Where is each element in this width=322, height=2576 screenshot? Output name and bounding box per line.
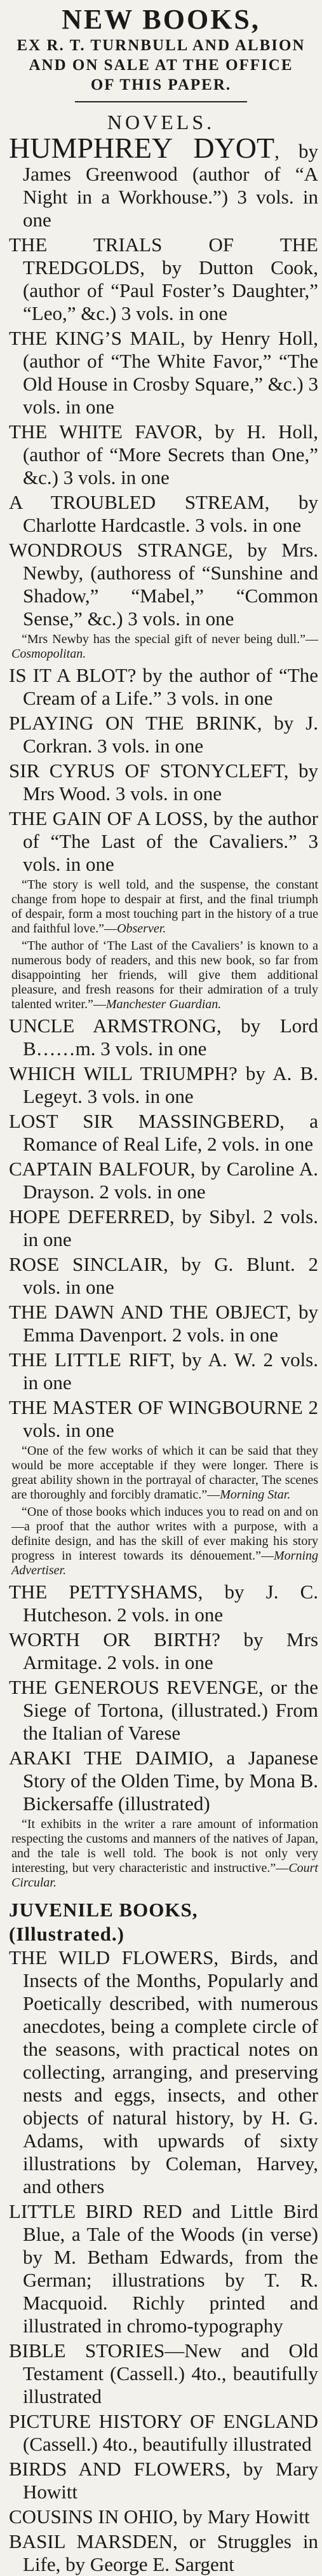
book-title: THE WHITE FAVOR	[9, 420, 198, 443]
review-text: “The author of ‘The Last of the Cavaliers’ is known to a numerous body of readers, and this new book, so far from disappointing her friends, will give them additional pleasure, and fresh reasons for their admiration of a truly talented writer.”—	[11, 939, 318, 1011]
book-details: , by Mary Howitt	[173, 2505, 310, 2528]
book-details: by Mrs Armitage. 2 vols. in one	[23, 1628, 319, 1673]
book-title: ARAKI THE DAIMIO	[9, 1747, 209, 1769]
review-source: Manchester Guardian.	[105, 997, 222, 1011]
book-title: COUSINS IN OHIO	[9, 2505, 173, 2528]
book-title: BIBLE STORIES	[9, 2339, 165, 2362]
review-source: Morning Star.	[220, 1488, 291, 1502]
book-title: THE PETTYSHAMS	[9, 1581, 198, 1603]
review-text: “The story is well told, and the suspense, the constant change from hope to despair at first, and the final triumph of despair, form a most touching part in the history of a true and faithful love.”—	[11, 878, 318, 936]
book-entry	[9, 1628, 318, 1674]
masthead-line-3: OF THIS PAPER.	[90, 76, 232, 93]
book-details: , by Charlotte Hardcastle. 3 vols. in one	[23, 491, 318, 536]
book-details: , Birds, and Insects of the Months, Popularly and Poetically described, with numerous anecdotes, being a complete circle of the seasons, with practical notes on collecting, arranging, and preserving nests and eggs, insects, and other objects of natural history, by H. G. Adams, with upwards of sixty illustrations by Coleman, Harvey, and others	[23, 1946, 318, 2198]
book-title: THE KING’S MAIL	[9, 327, 180, 349]
book-title: LOST SIR MASSINGBERD	[9, 1110, 280, 1132]
book-title: HOPE DEFERRED	[9, 1205, 170, 1228]
review-quote	[11, 1817, 318, 1890]
book-details: , by James Greenwood (author of “A Night in a Workhouse.”) 3 vols. in one	[23, 140, 318, 231]
review-quote	[11, 1444, 318, 1502]
book-entry	[9, 2339, 318, 2408]
book-details: , by H. Holl, (author of “More Secrets than One,” &c.) 3 vols. in one	[23, 420, 318, 488]
book-details: —New and Old Testament (Cassell.) 4to., beautifully illustrated	[23, 2339, 319, 2407]
novels-heading: NOVELS.	[107, 111, 215, 134]
book-title: BASIL MARSDEN	[9, 2530, 173, 2552]
book-title: PICTURE HISTORY OF ENGLAND	[9, 2410, 318, 2432]
book-entry	[9, 420, 318, 489]
book-entry	[9, 2458, 318, 2503]
book-details: , or the Siege of Tortona, (illustrated.) From the Italian of Varese	[23, 1676, 318, 1744]
book-details: by the author of “The Cream of a Life.” 3 vols. in one	[23, 664, 318, 709]
book-entry	[9, 712, 318, 758]
juvenile-list	[0, 1946, 322, 2576]
book-details: 2 vols. in one	[23, 1396, 318, 1441]
review-text: “One of those books which induces you to read on and on—a proof that the author writes with a purpose, with a definite design, and has the skill of ever making his story progress in interest towards its dénouement.”—	[11, 1505, 318, 1563]
book-entry	[9, 491, 318, 537]
book-details: , by Sibyl. 2 vols. in one	[23, 1205, 318, 1250]
book-entry	[9, 1158, 318, 1203]
book-entry	[9, 2530, 318, 2576]
book-details: , by Mrs. Newby, (authoress of “Sunshine and Shadow,” “Mabel,” “Common Sense,” &c.) 3 vols. in one	[23, 539, 318, 630]
masthead	[0, 0, 322, 95]
book-entry	[9, 1205, 318, 1251]
book-entry	[9, 2410, 318, 2456]
masthead-line-1: EX R. T. TURNBULL AND ALBION	[17, 37, 305, 54]
book-entry	[9, 1396, 318, 1442]
review-source: Observer.	[117, 922, 166, 936]
book-entry	[9, 759, 318, 805]
book-entry	[9, 1581, 318, 1626]
novels-list	[0, 132, 322, 1890]
book-details: , by J. C. Hutcheson. 2 vols. in one	[23, 1581, 318, 1626]
book-title: IS IT A BLOT?	[9, 664, 137, 686]
book-details: , by Mrs Wood. 3 vols. in one	[23, 759, 318, 805]
book-entry	[9, 1062, 318, 1108]
book-entry	[9, 327, 318, 419]
book-entry	[9, 2200, 318, 2337]
book-details: , a Japanese Story of the Olden Time, by Mona B. Bickersaffe (illustrated)	[23, 1747, 318, 1815]
book-title: WORTH OR BIRTH?	[9, 1628, 220, 1651]
book-details: , by Mary Howitt	[23, 2458, 318, 2503]
book-title: THE DAWN AND THE OBJECT	[9, 1301, 286, 1323]
book-details: , by A. W. 2 vols. in one	[23, 1348, 318, 1394]
book-entry	[9, 539, 318, 630]
book-details: , or Struggles in Life, by George E. Sargent	[23, 2530, 318, 2575]
book-title: THE GENEROUS REVENGE	[9, 1676, 258, 1698]
book-details: , by Emma Davenport. 2 vols. in one	[23, 1301, 319, 1346]
book-details: , by Dutton Cook, (author of “Paul Foster’s Daughter,” “Leo,” &c.) 3 vols. in one	[23, 256, 318, 324]
review-quote	[11, 632, 318, 661]
review-source: Court Circular.	[11, 1861, 318, 1890]
book-entry	[9, 1110, 318, 1156]
masthead-line-2: AND ON SALE AT THE OFFICE	[29, 57, 293, 74]
book-details: by A. B. Legeyt. 3 vols. in one	[23, 1062, 318, 1107]
book-title: WHICH WILL TRIUMPH?	[9, 1062, 238, 1084]
book-title: PLAYING ON THE BRINK	[9, 712, 257, 734]
book-entry	[9, 1301, 318, 1347]
book-title: THE MASTER OF WINGBOURNE	[9, 1396, 303, 1418]
divider	[75, 101, 247, 102]
book-details: , by J. Corkran. 3 vols. in one	[23, 712, 318, 757]
book-entry	[9, 1014, 318, 1060]
book-title: UNCLE ARMSTRONG	[9, 1014, 217, 1037]
book-title: ROSE SINCLAIR	[9, 1253, 163, 1275]
book-details: , a Romance of Real Life, 2 vols. in one	[23, 1110, 318, 1155]
book-entry	[9, 1348, 318, 1394]
book-title: HUMPHREY DYOT	[9, 132, 275, 164]
book-entry	[9, 1253, 318, 1299]
book-title: WONDROUS STRANGE	[9, 539, 228, 561]
book-title: THE TRIALS OF THE TREDGOLDS	[9, 233, 318, 279]
book-title: LITTLE BIRD RED	[9, 2200, 182, 2222]
book-title: SIR CYRUS OF STONYCLEFT	[9, 759, 284, 782]
book-title: THE GAIN OF A LOSS	[9, 807, 203, 829]
book-title: THE WILD FLOWERS	[9, 1946, 214, 1969]
review-quote	[11, 1505, 318, 1578]
book-entry	[9, 233, 318, 325]
review-text: “Mrs Newby has the special gift of never being dull.”—	[22, 632, 318, 646]
book-details: and Little Bird Blue, a Tale of the Woods (in verse) by M. Betham Edwards, from the German; illustrations by T. R. Macquoid. Richly printed and illustrated in chromo-typography	[23, 2200, 318, 2337]
book-details: , by the author of “The Last of the Cavaliers.” 3 vols. in one	[23, 807, 318, 875]
book-details: , by Henry Holl, (author of “The White Favor,” “The Old House in Crosby Square,” &c.) 3 vols. in one	[23, 327, 318, 418]
review-text: “It exhibits in the writer a rare amount of information respecting the customs and manners of the natives of Japan, and the tale is well told. The book is not only very interesting, but very characteristic and instructive.”—	[11, 1817, 318, 1875]
book-title: A TROUBLED STREAM	[9, 491, 265, 513]
book-details: , by G. Blunt. 2 vols. in one	[23, 1253, 318, 1298]
book-entry	[9, 1676, 318, 1745]
book-details: , by Caroline A. Drayson. 2 vols. in one	[23, 1158, 318, 1203]
book-entry	[9, 1946, 318, 2198]
juvenile-heading: JUVENILE BOOKS, (Illustrated.)	[9, 1899, 198, 1945]
review-source: Morning Advertiser.	[11, 1549, 318, 1577]
review-text: “One of the few works of which it can be said that they would be more acceptable if they were longer. There is great ability shown in the portrayal of character, The scenes are thoroughly and forcibly dramatic.”—	[11, 1444, 318, 1502]
book-entry	[9, 1747, 318, 1815]
book-entry	[9, 132, 318, 232]
book-entry	[9, 664, 318, 710]
book-details: (Cassell.) 4to., beautifully illustrated	[23, 2433, 312, 2455]
book-details: , by Lord B……m. 3 vols. in one	[23, 1014, 318, 1060]
book-title: CAPTAIN BALFOUR	[9, 1158, 191, 1180]
book-title: BIRDS AND FLOWERS	[9, 2458, 226, 2480]
book-entry	[9, 2505, 318, 2528]
review-source: Cosmopolitan.	[11, 647, 86, 661]
book-title: THE LITTLE RIFT	[9, 1348, 170, 1371]
page-title: NEW BOOKS,	[62, 4, 260, 35]
review-quote	[11, 878, 318, 936]
review-quote	[11, 939, 318, 1012]
book-entry	[9, 807, 318, 876]
